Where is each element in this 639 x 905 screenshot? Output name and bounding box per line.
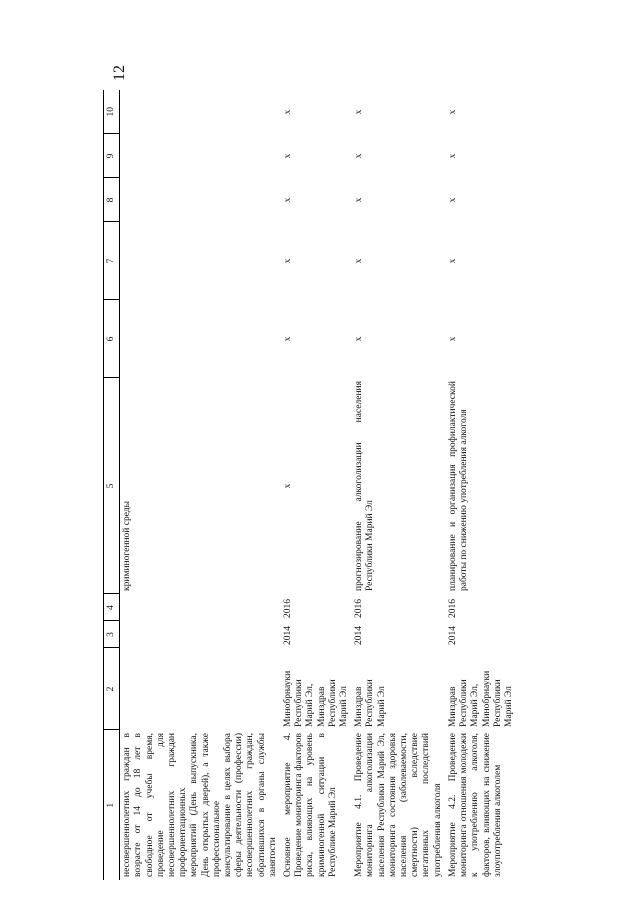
measure-description: Мероприятие 4.2. Проведение мониторинга отношения молодежи к употреблению алкоголя, факторов, влияющих на снижение злоупотребления алкоголем <box>447 733 503 877</box>
responsible-executor: Минздрав Республики Марий Эл <box>354 679 387 727</box>
column-header-4: 4 <box>104 594 120 621</box>
measure-description: несовершеннолетних граждан в возрасте от 14 до 18 лет в свободное от учебы время, проведение для несовершеннолетних граждан профориентационных мероприятий (День выпускника, День открытых дверей), а также профессиональное консультирование в целях выбора сферы деятельности (профессии) несовершеннолетних граждан, обратившихся в органы службы занятости <box>122 733 278 877</box>
cell-col-6: х <box>447 336 458 342</box>
measure-description: Основное мероприятие 4. Проведение мониторинга факторов риска, влияющих на уровень криминогенной ситуации в Республике Марий Эл <box>283 733 338 877</box>
table-row <box>281 90 352 880</box>
cell-col-9 <box>120 134 281 178</box>
responsible-executor: Минобрнауки Республики Марий Эл, Минздрав Республики Марий Эл <box>283 670 350 727</box>
cell-col-7: х <box>354 258 365 264</box>
cell-col-6: х <box>283 336 294 342</box>
cell-col-10: х <box>447 109 458 115</box>
expected-result: криминогенной среды <box>122 500 133 591</box>
expected-result: прогнозирование алкоголизации населения Республики Марий Эл <box>354 381 376 591</box>
cell-col-7 <box>120 222 281 300</box>
start-year <box>120 621 281 648</box>
measure-description: Мероприятие 4.1. Проведение мониторинга алкоголизации населения Республики Марий Эл, мониторинга состояния здоровья населения (заболеваемости, смертности) вследствие негативных последствий употребления алкоголя <box>354 733 443 877</box>
column-header-10: 10 <box>104 90 120 134</box>
cell-col-8: х <box>283 197 294 203</box>
rotated-table-container <box>103 90 639 880</box>
cell-col-10: х <box>283 109 294 115</box>
cell-col-9: х <box>283 153 294 159</box>
end-year: 2016 <box>283 599 294 618</box>
column-header-9: 9 <box>104 134 120 178</box>
end-year: 2016 <box>354 599 365 618</box>
end-year: 2016 <box>447 599 458 618</box>
column-header-6: 6 <box>104 300 120 378</box>
cell-col-8: х <box>447 197 458 203</box>
expected-result: планирование и организация профилактической работы по снижению употребления алкоголя <box>447 381 470 591</box>
page-number: 12 <box>111 65 128 81</box>
table-row <box>446 90 540 880</box>
cell-col-7: х <box>283 258 294 264</box>
table-row <box>120 90 281 880</box>
start-year: 2014 <box>283 626 294 645</box>
column-header-1: 1 <box>104 730 120 880</box>
measures-table <box>103 90 540 880</box>
cell-col-6: х <box>354 336 365 342</box>
table-row <box>352 90 446 880</box>
cell-col-8: х <box>354 197 365 203</box>
column-header-3: 3 <box>104 621 120 648</box>
expected-result: х <box>283 483 294 489</box>
end-year <box>120 594 281 621</box>
responsible-executor <box>120 648 281 730</box>
column-header-2: 2 <box>104 648 120 730</box>
start-year: 2014 <box>447 626 458 645</box>
cell-col-7: х <box>447 258 458 264</box>
column-header-7: 7 <box>104 222 120 300</box>
start-year: 2014 <box>354 626 365 645</box>
column-header-8: 8 <box>104 178 120 222</box>
column-header-5: 5 <box>104 378 120 594</box>
cell-col-8 <box>120 178 281 222</box>
cell-col-9: х <box>447 153 458 159</box>
cell-col-10: х <box>354 109 365 115</box>
header-row <box>104 90 120 880</box>
responsible-executor: Минздрав Республики Марий Эл, Минобрнауки Республики Марий Эл <box>447 670 514 727</box>
cell-col-9: х <box>354 153 365 159</box>
cell-col-6 <box>120 300 281 378</box>
cell-col-10 <box>120 90 281 134</box>
